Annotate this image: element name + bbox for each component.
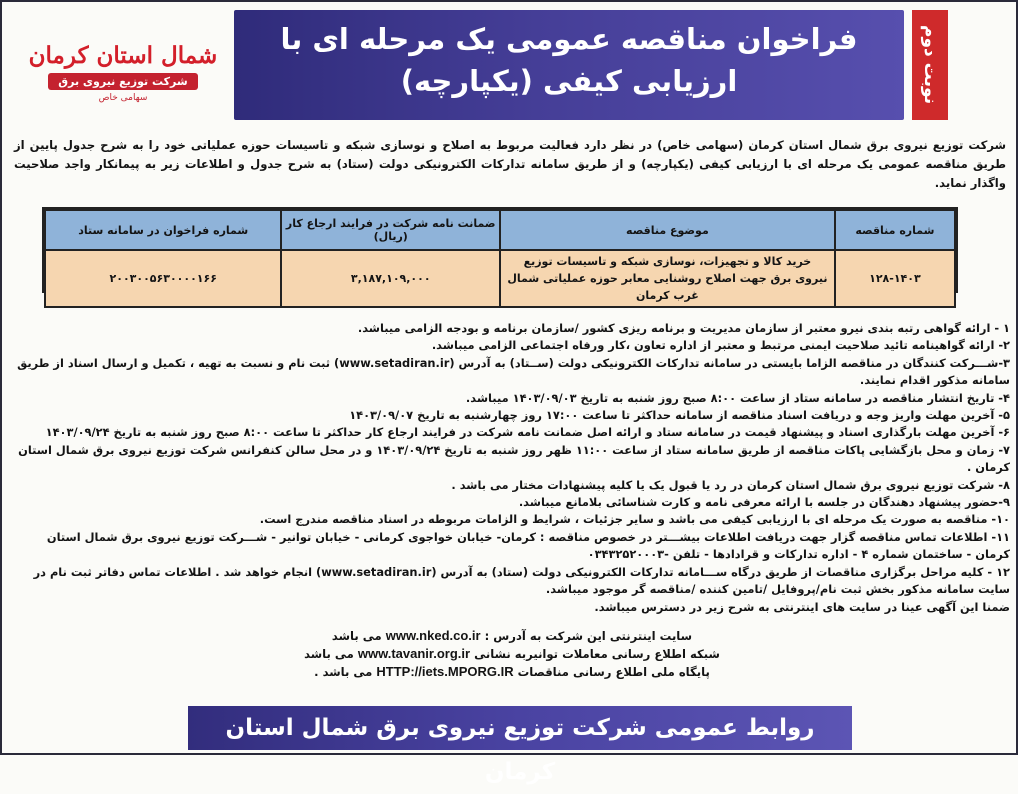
header [8, 10, 1012, 126]
site-suffix: می باشد . [314, 665, 377, 679]
list-item: ۱۱- اطلاعات تماس مناقصه گزار جهت دریافت اطلاعات بیشـــتر در خصوص مناقصه : کرمان- خیابان خواجوی کرمانی - خیابان توانیر - شـــرکت توزیع نیروی برق شمال استان کرمان - ساختمان شماره ۴ - اداره تدارکات و قرادادها - تلفن -۰۳۴۳۲۵۲۰۰۰۳ [46, 529, 1010, 562]
cell-guarantee: ۳,۱۸۷,۱۰۹,۰۰۰ [281, 250, 500, 307]
site-label: سایت اینترنتی این شرکت به آدرس : [480, 629, 693, 643]
list-item: ۴- تاریخ انتشار مناقصه در سامانه ستاد از ساعت ۸:۰۰ صبح روز شنبه به تاریخ ۱۴۰۳/۰۹/۰۳ میباشد. [465, 390, 1010, 405]
table-header-row [45, 210, 955, 250]
cell-tender-number: ۱۲۸-۱۴۰۳ [835, 250, 955, 307]
site-suffix: می باشد [331, 629, 386, 643]
websites-block [122, 627, 902, 681]
title-line-1: فراخوان مناقصه عمومی یک مرحله ای با [280, 22, 858, 56]
list-item: ضمنا این آگهی عینا در سایت های اینترنتی به شرح زیر در دسترس میباشد. [594, 599, 1010, 614]
site-row-iets [122, 663, 902, 681]
header-tender-subject: موضوع مناقصه [500, 210, 835, 250]
site-row-tavanir [122, 645, 902, 663]
list-item: ۱۰- مناقصه به صورت یک مرحله ای با ارزیابی کیفی می باشد و سایر جزئیات ، شرایط و الزامات مربوطه در اسناد مناقصه مندرج است. [259, 512, 1010, 527]
header-setad-number: شماره فراخوان در سامانه ستاد [45, 210, 281, 250]
tender-table [42, 207, 958, 302]
header-guarantee: ضمانت نامه شرکت در فرایند ارجاع کار (ریال) [281, 210, 500, 250]
site-link-tavanir[interactable]: www.tavanir.org.ir [357, 646, 471, 661]
header-tender-number: شماره مناقصه [835, 210, 955, 250]
list-item: ۶- آخرین مهلت بارگذاری اسناد و پیشنهاد قیمت در سامانه ستاد و ارائه اصل ضمانت نامه شرکت در فرایند ارجاع کار حداکثر تا ساعت ۸:۰۰ صبح روز شنبه به تاریخ ۱۴۰۳/۰۹/۲۴ [45, 425, 1010, 440]
list-item: ۹-حضور پیشنهاد دهندگان در جلسه با ارائه معرفی نامه و کارت شناسائی بلامانع میباشد. [518, 495, 1010, 510]
cell-setad-number: ۲۰۰۳۰۰۵۶۳۰۰۰۰۱۶۶ [45, 250, 281, 307]
logo-mark: شمال استان کرمان [28, 42, 218, 69]
cell-tender-subject: خرید کالا و تجهیزات، نوسازی شبکه و تاسیسات توزیع نیروی برق جهت اصلاح روشنایی معابر حوزه عملیاتی شمال غرب کرمان [500, 250, 835, 307]
list-item: ۱ - ارائه گواهی رتبه بندی نیرو معتبر از سازمان مدیریت و برنامه ریزی کشور /سازمان برنامه و بودجه الزامی میباشد. [357, 321, 1010, 335]
site-label: شبکه اطلاع رسانی معاملات توانیربه نشانی [470, 647, 720, 661]
logo-sub: سهامی خاص [98, 93, 148, 103]
site-row-company [122, 627, 902, 645]
logo-company: شرکت توزیع نیروی برق [48, 73, 197, 90]
edition-badge: نوبت دوم [912, 10, 948, 120]
site-link-nked[interactable]: www.nked.co.ir [385, 628, 481, 643]
list-item: ۵- آخرین مهلت واریز وجه و دریافت اسناد مناقصه از سامانه حداکثر تا ساعت ۱۷:۰۰ روز چهارشنبه به تاریخ ۱۴۰۳/۰۹/۰۷ [349, 408, 1010, 423]
list-item: ۷- زمان و محل بازگشایی پاکات مناقصه از طریق سامانه ستاد از ساعت ۱۱:۰۰ ظهر روز شنبه به تاریخ ۱۴۰۳/۰۹/۲۴ و در محل سالن کنفرانس شرکت توزیع نیروی برق شمال استان کرمان . [18, 442, 1010, 475]
footer-band: روابط عمومی شرکت توزیع نیروی برق شمال استان کرمان [188, 706, 852, 750]
company-logo [12, 14, 234, 122]
title-line-2: ارزیابی کیفی (یکپارچه) [400, 64, 738, 98]
list-item: ۲- ارائه گواهینامه تائید صلاحیت ایمنی مرتبط و معتبر از اداره تعاون ،کار ورفاه اجتماعی الزامی میباشد. [431, 338, 1010, 353]
list-item: ۸- شرکت توزیع نیروی برق شمال استان کرمان در رد یا قبول یک یا کلیه پیشنهادات مختار می باشد . [451, 477, 1010, 492]
list-item: ۱۲ - کلیه مراحل برگزاری مناقصات از طریق درگاه ســـامانه تدارکات الکترونیکی دولت (ستاد) به آدرس (www.setadiran.ir) انجام خواهد شد . اطلاعات تماس دفاتر ثبت نام در سایت سامانه مذکور بخش ثبت نام/پروفایل /تامین کننده /مناقصه گر موجود میباشد. [33, 564, 1010, 597]
list-item: ۳-شـــرکت کنندگان در مناقصه الزاما بایستی در سامانه تدارکات الکترونیکی دولت (ســتاد) به آدرس (www.setadiran.ir) ثبت نام و نسبت به تهیه ، تکمیل و ارسال اسناد از طریق سامانه مذکور اقدام نمایند. [17, 355, 1010, 388]
title-band [234, 10, 904, 120]
table-row [45, 250, 955, 307]
conditions-list [14, 320, 1010, 616]
site-label: پایگاه ملی اطلاع رسانی مناقصات [513, 665, 710, 679]
site-link-iets[interactable]: HTTP://iets.MPORG.IR [376, 664, 514, 679]
site-suffix: می باشد [304, 647, 358, 661]
intro-paragraph: شرکت توزیع نیروی برق شمال استان کرمان (سهامی خاص) در نظر دارد فعالیت مربوط به اصلاح و نوسازی شبکه و تاسیسات حوزه عملیاتی خود را به شرح جدول پایین از طریق مناقصه عمومی یک مرحله ای با ارزیابی کیفی (یکپارچه) و از طریق سامانه تدارکات الکترونیکی دولت (ستاد) به شرح جدول و اطلاعات زیر به پیمانکار واجد صلاحیت واگذار نماید. [14, 138, 1006, 190]
